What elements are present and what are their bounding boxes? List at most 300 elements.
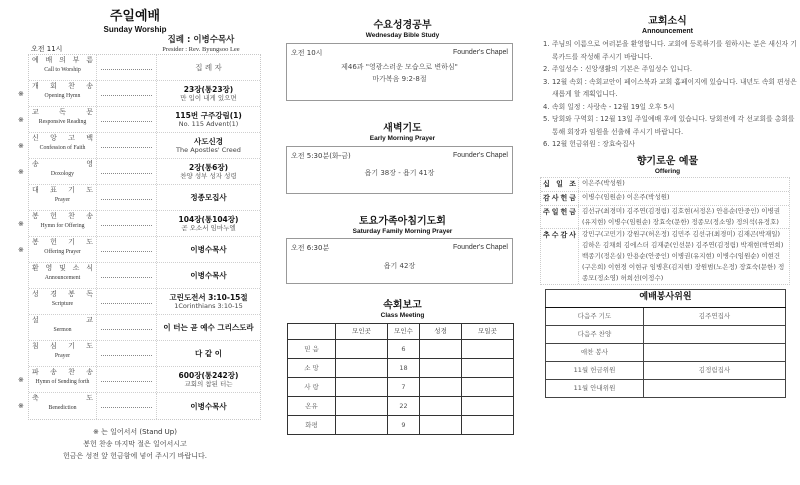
- label-char: 교: [86, 316, 93, 325]
- label-char: 설: [32, 316, 39, 325]
- label-char: 헌: [50, 212, 57, 221]
- worship-order-row: [29, 341, 260, 367]
- label-char: 파: [32, 368, 39, 377]
- dawn-prayer-title: 새벽기도: [383, 122, 422, 134]
- class-meeting-row: [288, 378, 514, 397]
- service-person: [644, 325, 786, 343]
- order-item-value: [157, 341, 260, 366]
- label-char: 감: [543, 193, 550, 202]
- order-item-label-en: Offering Prayer: [44, 248, 81, 255]
- stand-up-marker-icon: ※: [18, 402, 24, 411]
- announcement-number: 2.: [543, 65, 550, 74]
- order-item-label: [29, 263, 97, 288]
- order-item-label: [29, 315, 97, 340]
- announcement-text: 주일성수 : 신앙생활의 기본은 주일성수 입니다.: [552, 65, 693, 74]
- offering-names: 김선규(최경미) 김주연(김정림) 김호현(서정은) 안용순(안중인) 이병권(유지현) 이병수(임원순) 장효숙(문한) 정종모(정소영) 정의석(유정호): [582, 206, 781, 226]
- note-line: 봉헌 찬송 마지막 절은 일어서시고: [83, 440, 187, 449]
- order-item-label: [29, 393, 97, 419]
- label-char: 송: [86, 212, 93, 221]
- class-name: 사 랑: [288, 378, 336, 397]
- order-item-value: [157, 81, 260, 106]
- table-cell: 18: [388, 359, 420, 378]
- class-name: 화평: [288, 416, 336, 435]
- label-char: 수: [551, 230, 559, 239]
- order-item-label: [29, 185, 97, 210]
- announcement-list: [543, 38, 798, 151]
- sunday-worship-title: 주일예배: [109, 9, 161, 24]
- offering-list: [540, 177, 790, 285]
- service-role: 애찬 봉사: [546, 343, 644, 361]
- order-item-value: [157, 133, 260, 158]
- announcement-text: 당회와 구역회 : 12월 13일 주일예배 후에 있습니다. 당회전에 각 선교회를 총회를 통해 회장과 임원을 선출해 주시기 바랍니다.: [552, 115, 795, 136]
- order-item-label-en: Scripture: [51, 300, 74, 307]
- order-item-label-en: Confession of Faith: [39, 144, 86, 151]
- dotted-leader: [97, 185, 157, 210]
- stand-up-marker-icon: ※: [18, 116, 24, 125]
- label-char: 송: [32, 160, 39, 169]
- order-item-label-ko: [32, 134, 93, 142]
- order-item-value: [157, 367, 260, 392]
- announcement-subtitle: Announcement: [642, 28, 693, 35]
- worship-order-row: [18, 211, 260, 237]
- order-item-label-en: Prayer: [54, 352, 71, 359]
- service-committee-row: [546, 307, 786, 325]
- order-item-main: 고린도전서 3:10-15절: [169, 293, 248, 303]
- worship-order-row: [29, 55, 260, 81]
- class-name: 믿 음: [288, 340, 336, 359]
- order-item-label-ko: [32, 238, 93, 246]
- order-item-main: 정종모집사: [190, 193, 227, 203]
- label-char: 표: [50, 186, 57, 195]
- announcement-item: [543, 113, 798, 138]
- order-item-label-ko: [32, 264, 93, 272]
- service-committee-header-row: [546, 289, 786, 307]
- stand-up-marker-icon: ※: [18, 376, 24, 385]
- worship-order-row: [18, 159, 260, 185]
- order-item-label-ko: [32, 160, 93, 168]
- announcement-number: 4.: [543, 102, 550, 111]
- sunday-worship-section: [0, 0, 270, 485]
- label-char: 백: [86, 134, 93, 143]
- worship-order-row: [29, 185, 260, 211]
- order-item-label: [29, 237, 97, 262]
- presider-ko: 집례 : 이병수목사: [167, 35, 235, 46]
- wednesday-box: [286, 43, 513, 101]
- order-item-label-en: Responsive Reading: [38, 118, 87, 125]
- class-meeting-row: [288, 416, 514, 435]
- table-cell: 7: [388, 378, 420, 397]
- label-char: 앙: [50, 134, 57, 143]
- label-char: 금: [569, 193, 576, 202]
- worship-order-row: [29, 289, 260, 315]
- service-committee-row: [546, 379, 786, 397]
- dotted-leader: [97, 159, 157, 184]
- announcement-item: [543, 63, 798, 76]
- saturday-prayer-place: Founder's Chapel: [452, 244, 508, 252]
- label-char: 도: [86, 394, 93, 403]
- announcement-text: 12월 속회 : 속회교안이 페이스북과 교회 홈페이지에 있습니다. 내년도 속회 편성은 새롭게 할 계획입니다.: [552, 77, 797, 99]
- offering-row: [541, 206, 789, 229]
- order-item-label-ko: [32, 82, 93, 90]
- order-item-detail: 교회의 참된 터는: [184, 380, 233, 389]
- offering-title: 향기로운 예물: [636, 155, 699, 167]
- service-committee-row: [546, 343, 786, 361]
- order-item-value: [157, 159, 260, 184]
- table-cell: [336, 397, 388, 416]
- worship-order-row: [18, 237, 260, 263]
- order-item-value: [157, 55, 260, 80]
- order-item-label-en: Opening Hymn: [44, 92, 81, 99]
- label-char: 도: [86, 238, 93, 247]
- order-item-main: 이 터는 곧 예수 그리스도라: [163, 323, 254, 333]
- label-char: 도: [86, 186, 93, 195]
- label-char: 름: [86, 56, 93, 65]
- order-item-label-en: Call to Worship: [44, 66, 81, 73]
- class-name: 소 망: [288, 359, 336, 378]
- order-item-detail: 1Corinthians 3:10-15: [174, 302, 243, 311]
- order-item-label: [29, 211, 97, 236]
- order-item-label: [29, 133, 97, 158]
- service-committee-title: 예배봉사위원: [546, 289, 786, 307]
- column-header: 모일곳: [462, 324, 514, 340]
- table-cell: [462, 378, 514, 397]
- worship-order-row: [18, 107, 260, 133]
- table-cell: [420, 416, 462, 435]
- order-item-value: [157, 211, 260, 236]
- label-char: 배: [45, 56, 53, 65]
- label-char: 봉: [32, 212, 39, 221]
- announcement-number: 1.: [543, 40, 550, 49]
- saturday-prayer-reading: 욥기 42장: [383, 261, 416, 270]
- worship-header-row: [0, 36, 270, 54]
- service-committee-row: [546, 325, 786, 343]
- order-item-label-ko: [32, 342, 93, 350]
- order-item-main: 23장(통23장): [183, 85, 234, 95]
- label-char: 기: [68, 238, 75, 247]
- dotted-leader: [97, 55, 157, 80]
- label-char: 일: [551, 207, 559, 216]
- saturday-prayer-time: 오전 6:30분: [291, 244, 330, 253]
- label-char: 심: [50, 342, 57, 351]
- weekly-services-section: [270, 0, 535, 485]
- offering-category: [541, 229, 579, 284]
- order-item-label-en: Announcement: [44, 274, 81, 281]
- label-char: 기: [68, 342, 75, 351]
- label-char: 고: [68, 134, 75, 143]
- dotted-leader: [97, 315, 157, 340]
- order-item-label-en: Prayer: [54, 196, 71, 203]
- wednesday-subtitle: Wednesday Bible Study: [365, 32, 440, 39]
- label-char: 신: [32, 134, 39, 143]
- saturday-prayer-box: [286, 238, 513, 284]
- label-char: 식: [86, 264, 93, 273]
- service-committee-row: [546, 361, 786, 379]
- offering-row: [541, 229, 789, 284]
- worship-order-row: [29, 315, 260, 341]
- stand-up-marker-icon: ※: [18, 90, 24, 99]
- announcement-text: 주님의 이름으로 여러분을 환영합니다. 교회에 등록하기를 원하시는 분은 새신자 기록카드를 작성해 주시기 바랍니다.: [552, 40, 797, 61]
- label-char: 헌: [560, 193, 568, 202]
- dotted-leader: [97, 133, 157, 158]
- label-char: 송: [86, 368, 93, 377]
- wednesday-scripture: 마가복음 9:2-8절: [372, 75, 427, 84]
- order-item-detail: 곧 오소서 임마누엘: [181, 224, 236, 233]
- label-char: 찬: [68, 368, 75, 377]
- dawn-prayer-subtitle: Early Morning Prayer: [369, 134, 436, 142]
- label-char: 찬: [68, 82, 75, 91]
- label-char: 감: [560, 230, 568, 239]
- label-char: 영: [45, 264, 53, 273]
- order-item-value: [157, 315, 260, 340]
- order-item-label-ko: [32, 368, 93, 376]
- order-item-label-ko: [32, 108, 93, 116]
- announcement-item: [543, 101, 798, 114]
- presider-info: [136, 36, 266, 53]
- label-char: 문: [86, 108, 93, 117]
- order-item-label: [29, 367, 97, 392]
- order-item-label: [29, 107, 97, 132]
- worship-time: 오전 11시: [31, 44, 63, 53]
- order-item-value: [157, 107, 260, 132]
- wednesday-time: 오전 10시: [291, 48, 323, 57]
- class-meeting-table: [287, 323, 514, 435]
- label-char: 기: [68, 186, 75, 195]
- order-item-value: [157, 237, 260, 262]
- class-meeting-header-row: [288, 324, 514, 340]
- class-meeting-row: [288, 359, 514, 378]
- church-news-section: [535, 0, 800, 485]
- column-header: 모인곳: [336, 324, 388, 340]
- order-item-main: 115번 구주강림(1): [175, 111, 242, 121]
- offering-category: [541, 206, 579, 228]
- order-of-worship: [18, 54, 261, 420]
- dotted-leader: [97, 367, 157, 392]
- service-committee-table: [545, 289, 786, 398]
- label-char: 독: [59, 108, 66, 117]
- wednesday-place: Founder's Chapel: [452, 48, 508, 56]
- order-item-main: 이병수목사: [190, 245, 227, 255]
- order-item-label-ko: [32, 212, 93, 220]
- order-item-label-ko: [32, 186, 93, 194]
- order-item-label-en: Doxology: [50, 170, 75, 177]
- order-item-label: [29, 159, 97, 184]
- note-line: ※ 는 일어서서 (Stand Up): [93, 428, 177, 437]
- worship-notes: [0, 426, 270, 462]
- table-cell: [420, 359, 462, 378]
- order-item-value: [157, 185, 260, 210]
- label-char: 조: [569, 179, 576, 188]
- label-char: 송: [86, 82, 93, 91]
- label-char: 회: [50, 82, 57, 91]
- announcement-text: 12월 헌금위원 : 장효숙집사: [552, 140, 636, 149]
- class-meeting-subtitle: Class Meeting: [380, 312, 425, 320]
- label-char: 찬: [68, 212, 75, 221]
- wednesday-title: 수요성경공부: [373, 20, 432, 31]
- order-item-label: [29, 55, 97, 80]
- order-item-label: [29, 81, 97, 106]
- class-meeting-title: 속회보고: [383, 300, 422, 312]
- table-cell: [336, 416, 388, 435]
- offering-subtitle: Offering: [654, 167, 681, 175]
- worship-order-row: [29, 263, 260, 289]
- stand-up-marker-icon: ※: [18, 246, 24, 255]
- order-item-detail: The Apostles' Creed: [176, 146, 241, 155]
- presider-en: Presider : Rev. Byungsoo Lee: [162, 45, 240, 53]
- label-char: 십: [543, 179, 550, 188]
- table-cell: 9: [388, 416, 420, 435]
- order-item-detail: 만 입이 내게 있으면: [180, 94, 237, 103]
- announcement-text: 속회 일정 : 사랑속 - 12월 19일 오후 5시: [552, 102, 675, 111]
- table-cell: [336, 378, 388, 397]
- saturday-prayer-title: 토요가족아침기도회: [359, 215, 446, 227]
- service-person: 김정림집사: [644, 361, 786, 379]
- label-char: 환: [32, 264, 39, 273]
- order-item-value: [157, 263, 260, 288]
- dawn-prayer-place: Founder's Chapel: [452, 151, 508, 159]
- order-item-label: [29, 341, 97, 366]
- offering-names: 이은주(박성원): [582, 178, 625, 187]
- label-char: 독: [86, 290, 93, 299]
- offering-row: [541, 192, 789, 206]
- table-cell: [420, 397, 462, 416]
- worship-order-row: [18, 393, 260, 419]
- stand-up-marker-icon: ※: [18, 168, 24, 177]
- announcement-title: 교회소식: [648, 16, 687, 27]
- label-char: 헌: [560, 207, 568, 216]
- dotted-leader: [97, 107, 157, 132]
- service-person: 김주연집사: [644, 307, 786, 325]
- offering-category: [541, 178, 579, 191]
- service-role: 11월 안내위원: [546, 379, 644, 397]
- label-char: 소: [72, 264, 80, 273]
- label-char: 주: [543, 207, 550, 216]
- label-char: 부: [72, 56, 80, 65]
- dawn-prayer-reading: 욥기 38장 - 욥기 41장: [364, 168, 435, 177]
- label-char: 축: [32, 394, 39, 403]
- offering-names: 강민구(고민기) 강원구(허은정) 김민주 김선규(최경미) 김재곤(박재일) 김하은 김채희 김에스더 김재준(인선문) 김주연(김정림) 박재현(박연희) 백종기(정은실) 안용순(안중인) 이병권(유지현) 이병수(임원순) 이현건(구은희) 이현경 이현규 임병흔(김지현) 장원범(노은정) 장효숙(문한) 정종모(정소영) 허희선(이정수): [582, 229, 785, 282]
- stand-up-marker-icon: ※: [18, 220, 24, 229]
- service-role: 다음주 찬양: [546, 325, 644, 343]
- dotted-leader: [97, 289, 157, 314]
- announcement-item: [543, 76, 798, 101]
- order-item-label-en: Benediction: [48, 404, 77, 411]
- order-item-main: 600장(통242장): [178, 371, 239, 381]
- order-item-main: 이병수목사: [190, 401, 227, 411]
- order-item-value: [157, 393, 260, 419]
- order-item-detail: No. 115 Advent(1): [178, 120, 239, 129]
- label-char: 헌: [50, 238, 57, 247]
- label-char: 봉: [68, 290, 75, 299]
- service-role: 11월 헌금위원: [546, 361, 644, 379]
- stand-up-marker-icon: ※: [18, 142, 24, 151]
- order-item-value: [157, 289, 260, 314]
- service-person: [644, 379, 786, 397]
- note-line: 헌금은 성전 앞 헌금함에 넣어 주시기 바랍니다.: [62, 452, 208, 461]
- label-char: 침: [32, 342, 39, 351]
- order-item-label-ko: [32, 316, 93, 324]
- label-char: 추: [543, 230, 550, 239]
- announcement-item: [543, 138, 798, 151]
- order-item-label-ko: [32, 290, 93, 298]
- label-char: 의: [59, 56, 66, 65]
- order-item-main: 다 같 이: [195, 349, 222, 359]
- label-char: 예: [32, 56, 39, 65]
- order-item-main: 이병수목사: [190, 271, 227, 281]
- worship-order-row: [18, 367, 260, 393]
- table-cell: [420, 378, 462, 397]
- label-char: 경: [50, 290, 57, 299]
- worship-order-row: [18, 81, 260, 107]
- label-char: 도: [86, 342, 93, 351]
- order-item-label-en: Hymn of Sending forth: [35, 378, 90, 385]
- service-person: [644, 343, 786, 361]
- order-item-main: 집 례 자: [195, 63, 222, 73]
- order-item-label: [29, 289, 97, 314]
- worship-order-row: [18, 133, 260, 159]
- column-header: 모인수: [388, 324, 420, 340]
- dawn-prayer-time: 오전 5:30분(화-금): [291, 151, 351, 160]
- table-cell: 22: [388, 397, 420, 416]
- label-char: 개: [32, 82, 39, 91]
- announcement-number: 3.: [543, 77, 550, 86]
- table-cell: [336, 359, 388, 378]
- table-cell: [462, 416, 514, 435]
- order-item-main: 2장(통6장): [188, 163, 229, 173]
- dotted-leader: [97, 341, 157, 366]
- dotted-leader: [97, 237, 157, 262]
- table-cell: 6: [388, 340, 420, 359]
- table-cell: [462, 397, 514, 416]
- dotted-leader: [97, 211, 157, 236]
- label-char: 영: [86, 160, 93, 169]
- column-header: 성경: [420, 324, 462, 340]
- announcement-number: 5.: [543, 115, 550, 124]
- column-header: [288, 324, 336, 340]
- label-char: 금: [569, 207, 576, 216]
- label-char: 사: [551, 193, 559, 202]
- order-item-label-en: Sermon: [53, 326, 72, 333]
- dotted-leader: [97, 263, 157, 288]
- table-cell: [420, 340, 462, 359]
- class-meeting-row: [288, 397, 514, 416]
- label-char: 대: [32, 186, 39, 195]
- dawn-prayer-box: [286, 146, 513, 194]
- label-char: 일: [556, 179, 563, 188]
- order-item-main: 104장(통104장): [178, 215, 239, 225]
- label-char: 및: [59, 264, 66, 273]
- label-char: 사: [569, 230, 576, 239]
- saturday-prayer-subtitle: Saturday Family Morning Prayer: [352, 227, 453, 235]
- announcement-item: [543, 38, 798, 63]
- table-cell: [336, 340, 388, 359]
- offering-names: 이병수(임원순) 이은주(박성원): [582, 192, 670, 201]
- order-item-label-en: Hymn for Offering: [40, 222, 85, 229]
- label-char: 송: [50, 368, 57, 377]
- table-cell: [462, 340, 514, 359]
- dotted-leader: [97, 81, 157, 106]
- label-char: 교: [32, 108, 39, 117]
- dotted-leader: [97, 393, 157, 419]
- order-item-main: 사도신경: [194, 137, 223, 147]
- label-char: 봉: [32, 238, 39, 247]
- order-item-label-ko: [32, 394, 93, 402]
- order-item-detail: 찬양 성부 성자 성령: [180, 172, 237, 181]
- offering-category: [541, 192, 579, 205]
- sunday-worship-subtitle: Sunday Worship: [103, 24, 167, 34]
- wednesday-lesson: 제46과 "영광스러운 모습으로 변하심": [341, 63, 458, 72]
- service-role: 다음주 기도: [546, 307, 644, 325]
- table-cell: [462, 359, 514, 378]
